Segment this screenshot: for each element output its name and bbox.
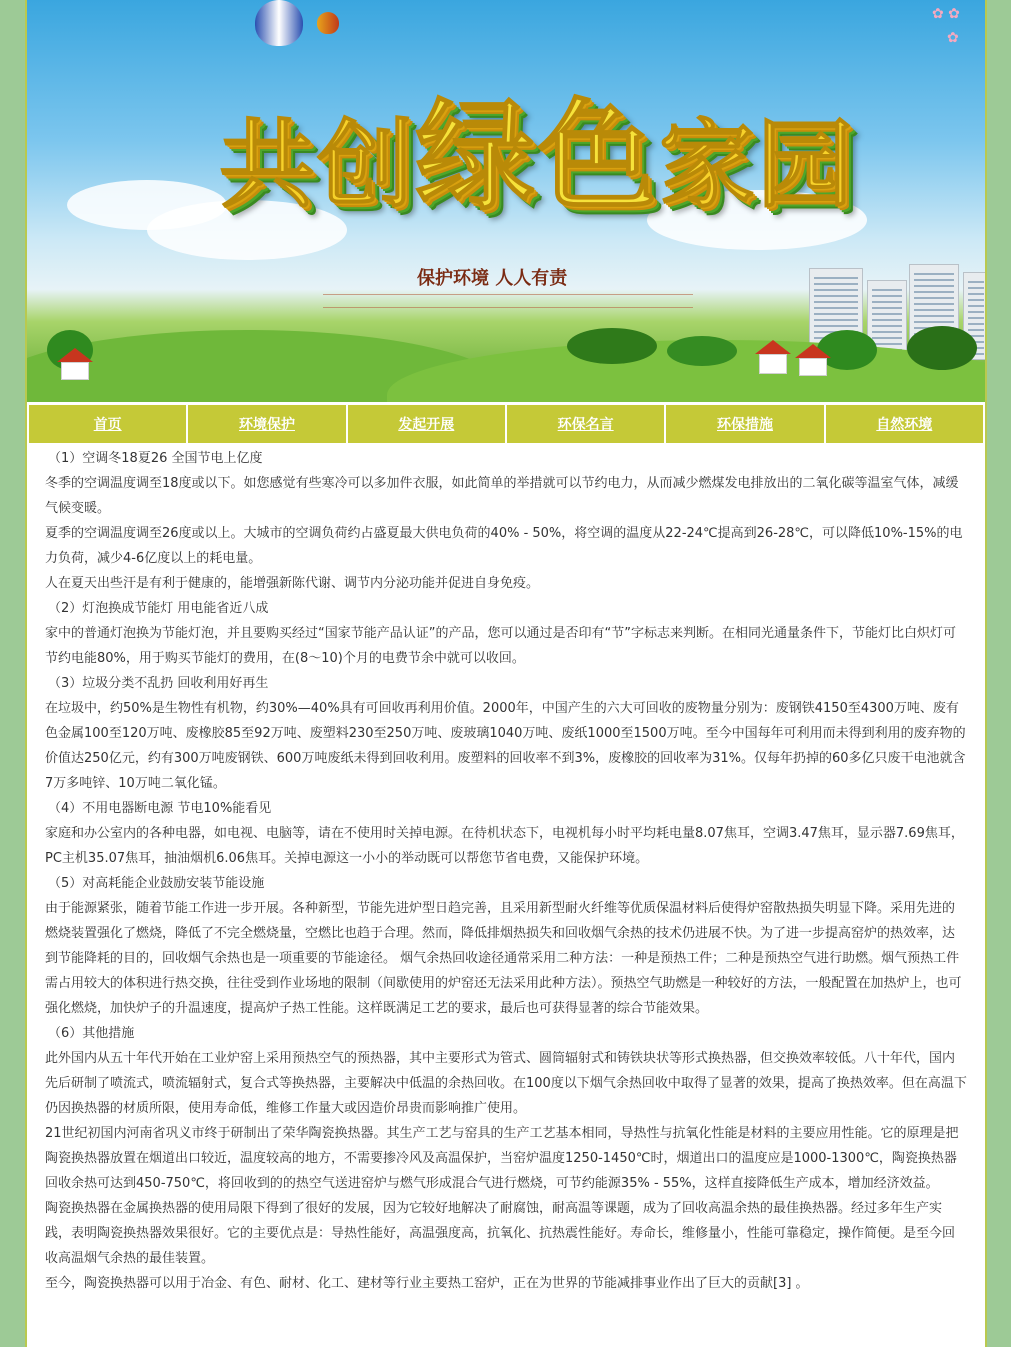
paragraph: 陶瓷换热器在金属换热器的使用局限下得到了很好的发展，因为它较好地解决了耐腐蚀，耐高温等课题，成为了回收高温余热的最佳换热器。经过多年生产实践，表明陶瓷换热器效果很好。它的主要优点是：导热性能好，高温强度高，抗氧化、抗热震性能好。寿命长，维修量小，性能可靠稳定，操作简便。是至今回收高温烟气余热的最佳装置。 — [45, 1201, 956, 1266]
main-nav — [27, 404, 985, 444]
banner-subtitle: 保护环境 人人有责 — [417, 268, 568, 289]
paragraph: 家中的普通灯泡换为节能灯泡，并且要购买经过“国家节能产品认证”的产品，您可以通过是否印有“节”字标志来判断。在相同光通量条件下，节能灯比白炽灯可节约电能80%，用于购买节能灯的费用，在(8～10)个月的电费节余中就可以收回。 — [45, 626, 956, 666]
section-heading: （6）其他措施 — [48, 1026, 135, 1041]
page-container — [25, 0, 987, 1347]
blossom-icon: ✿ ✿ — [932, 6, 960, 22]
banner-subtitle-rule — [323, 294, 693, 308]
section-heading: （3）垃圾分类不乱扔 回收利用好再生 — [48, 676, 269, 691]
paragraph: 夏季的空调温度调至26度或以上。大城市的空调负荷约占盛夏最大供电负荷的40% - 50%，将空调的温度从22-24℃提高到26-28℃，可以降低10%-15%的电力负荷，减少4-6亿度以上的耗电量。 — [45, 526, 963, 566]
tree-shape — [667, 336, 737, 366]
banner-title-part2: 绿色 — [415, 88, 659, 227]
paragraph: 此外国内从五十年代开始在工业炉窑上采用预热空气的预热器，其中主要形式为管式、圆筒辐射式和铸铁块状等形式换热器，但交换效率较低。八十年代，国内先后研制了喷流式，喷流辐射式，复合式等换热器，主要解决中低温的余热回收。在100度以下烟气余热回收中取得了显著的效果，提高了换热效率。但在高温下仍因换热器的材质所限，使用寿命低，维修工作量大或因造价昂贵而影响推广使用。 — [45, 1051, 967, 1116]
paragraph: 21世纪初国内河南省巩义市终于研制出了荣华陶瓷换热器。其生产工艺与窑具的生产工艺基本相同，导热性与抗氧化性能是材料的主要应用性能。它的原理是把陶瓷换热器放置在烟道出口较近，温度较高的地方，不需要掺冷风及高温保护，当窑炉温度1250-1450℃时，烟道出口的温度应是1000-1300℃，陶瓷换热器回收余热可达到450-750℃，将回收到的的热空气送进窑炉与燃气形成混合气进行燃烧，可节约能源35% - 55%，这样直接降低生产成本，增加经济效益。 — [45, 1126, 959, 1191]
nav-item-label[interactable]: 发起开展 — [398, 417, 455, 433]
house-shape — [759, 354, 787, 374]
tree-shape — [907, 326, 977, 370]
paragraph: 人在夏天出些汗是有利于健康的，能增强新陈代谢、调节内分泌功能并促进自身免疫。 — [45, 576, 540, 591]
hot-air-balloon-icon — [255, 0, 303, 46]
nav-item-label[interactable]: 首页 — [93, 417, 122, 433]
banner — [27, 0, 985, 402]
article-content — [45, 446, 967, 1296]
nav-item-quotes[interactable] — [507, 405, 664, 443]
section-heading: （5）对高耗能企业鼓励安装节能设施 — [48, 876, 265, 891]
house-shape — [799, 358, 827, 376]
banner-title-part1: 共创 — [219, 109, 415, 221]
nav-item-measures[interactable] — [666, 405, 823, 443]
paragraph: 家庭和办公室内的各种电器，如电视、电脑等，请在不使用时关掉电源。在待机状态下，电视机每小时平均耗电量8.07焦耳，空调3.47焦耳，显示器7.69焦耳，PC主机35.07焦耳，抽油烟机6.06焦耳。关掉电源这一小小的举动既可以帮您节省电费，又能保护环境。 — [45, 826, 964, 866]
nav-item-environment-protection[interactable] — [188, 405, 345, 443]
paragraph: 在垃圾中，约50%是生物性有机物，约30%—40%具有可回收再利用价值。2000年，中国产生的六大可回收的废物量分别为：废钢铁4150至4300万吨、废有色金属100至120万吨、废橡胶85至92万吨、废塑料230至250万吨、废玻璃1040万吨、废纸1000至1500万吨。至今中国每年可利用而未得到利用的废弃物的价值达250亿元，约有300万吨废钢铁、600万吨废纸未得到回收利用。废塑料的回收率不到3%，废橡胶的回收率为31%。仅每年扔掉的60多亿只废干电池就含7万多吨锌、10万吨二氧化锰。 — [45, 701, 966, 791]
house-roof — [755, 340, 791, 354]
blossom-icon: ✿ — [947, 30, 959, 46]
section-heading: （4）不用电器断电源 节电10%能看见 — [48, 801, 272, 816]
nav-item-nature[interactable] — [826, 405, 983, 443]
hot-air-balloon-icon — [317, 12, 339, 34]
nav-item-label[interactable]: 自然环境 — [876, 417, 933, 433]
house-roof — [57, 348, 93, 362]
section-heading: （1）空调冬18夏26 全国节电上亿度 — [48, 451, 263, 466]
tree-shape — [567, 328, 657, 364]
nav-item-home[interactable] — [29, 405, 186, 443]
section-heading: （2）灯泡换成节能灯 用电能省近八成 — [48, 601, 269, 616]
house-shape — [61, 362, 89, 380]
paragraph: 由于能源紧张，随着节能工作进一步开展。各种新型，节能先进炉型日趋完善，且采用新型耐火纤维等优质保温材料后使得炉窑散热损失明显下降。采用先进的燃烧装置强化了燃烧，降低了不完全燃烧量，空燃比也趋于合理。然而，降低排烟热损失和回收烟气余热的技术仍进展不快。为了进一步提高窑炉的热效率，达到节能降耗的目的，回收烟气余热也是一项重要的节能途径。 烟气余热回收途径通常采用二种方法：一种是预热工件；二种是预热空气进行助燃。烟气预热工件需占用较大的体积进行热交换，往往受到作业场地的限制（间歇使用的炉窑还无法采用此种方法）。预热空气助燃是一种较好的方法，一般配置在加热炉上，也可强化燃烧，加快炉子的升温速度，提高炉子热工性能。这样既满足工艺的要求，最后也可获得显著的综合节能效果。 — [45, 901, 962, 1016]
nav-item-label[interactable]: 环保措施 — [716, 417, 773, 433]
paragraph: 冬季的空调温度调至18度或以下。如您感觉有些寒冷可以多加件衣服，如此简单的举措就可以节约电力，从而减少燃煤发电排放出的二氧化碳等温室气体，减缓气候变暖。 — [45, 476, 959, 516]
paragraph: 至今，陶瓷换热器可以用于冶金、有色、耐材、化工、建材等行业主要热工窑炉，正在为世界的节能减排事业作出了巨大的贡献[3] 。 — [45, 1276, 809, 1291]
banner-title-part3: 家园 — [659, 109, 855, 221]
house-roof — [795, 344, 831, 358]
banner-title — [137, 62, 937, 232]
nav-item-label[interactable]: 环境保护 — [238, 417, 295, 433]
nav-item-label[interactable]: 环保名言 — [557, 417, 614, 433]
nav-item-launch[interactable] — [348, 405, 505, 443]
